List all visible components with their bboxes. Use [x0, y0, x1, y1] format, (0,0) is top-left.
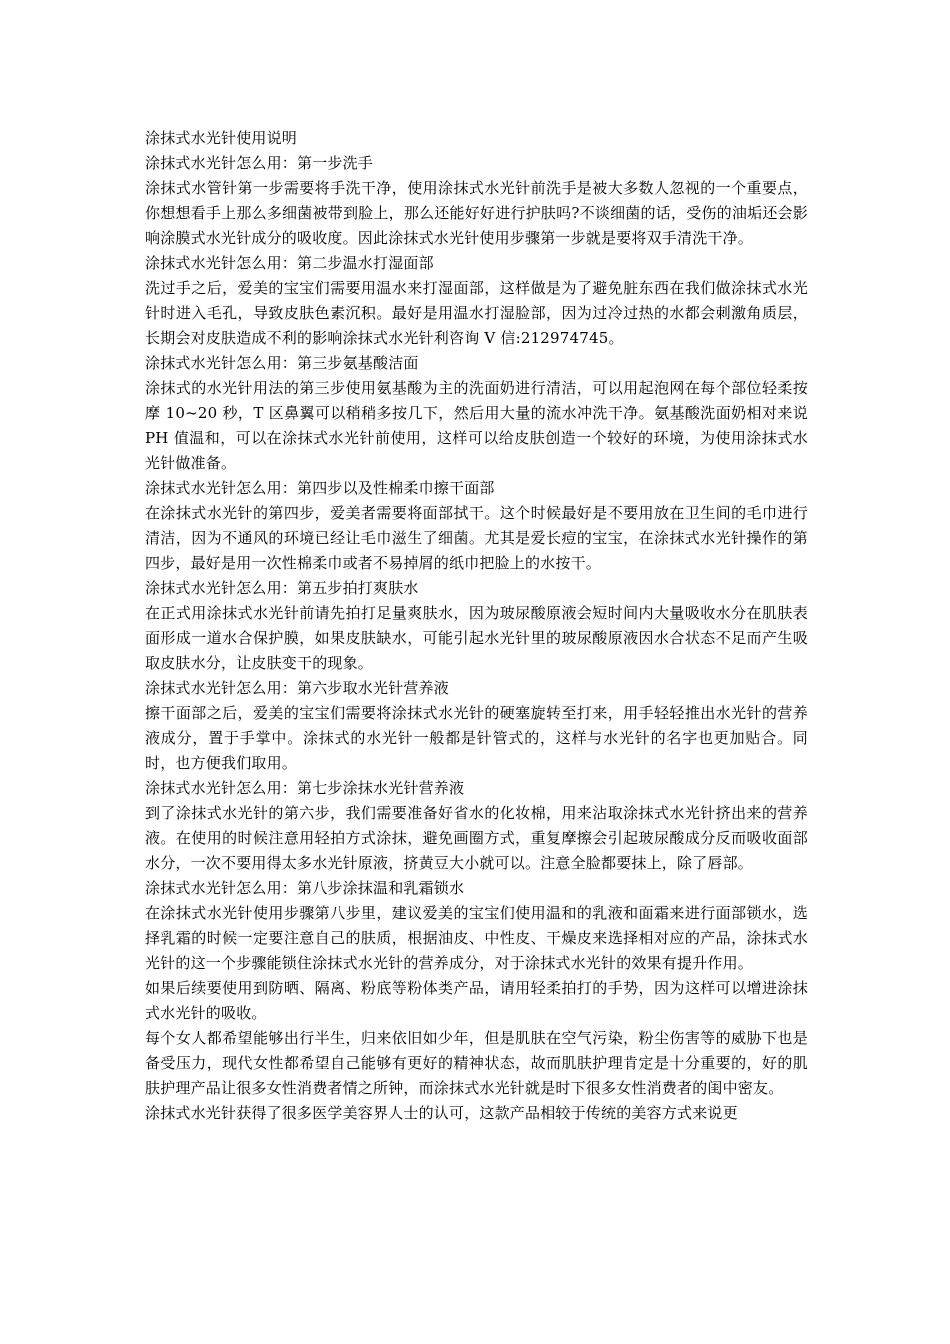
document-title: 涂抹式水光针使用说明 — [145, 129, 298, 147]
body-paragraph: 擦干面部之后，爱美的宝宝们需要将涂抹式水光针的硬塞旋转至打来，用手轻轻推出水光针的营养液成分，置于手掌中。涂抹式的水光针一般都是针管式的，这样与水光针的名字也更加贴合。同时，也方便我们取用。 — [145, 704, 808, 772]
step-heading: 涂抹式水光针怎么用：第二步温水打湿面部 — [145, 254, 434, 272]
body-paragraph: 每个女人都希望能够出行半生，归来依旧如少年，但是肌肤在空气污染，粉尘伤害等的威胁下也是备受压力，现代女性都希望自己能够有更好的精神状态，故而肌肤护理肯定是十分重要的，好的肌肤护理产品让很多女性消费者情之所钟，而涂抹式水光针就是时下很多女性消费者的闺中密友。 — [145, 1029, 808, 1097]
step-heading: 涂抹式水光针怎么用：第六步取水光针营养液 — [145, 679, 450, 697]
body-paragraph: 如果后续要使用到防晒、隔离、粉底等粉体类产品，请用轻柔拍打的手势，因为这样可以增进涂抹式水光针的吸收。 — [145, 979, 808, 1022]
step-heading: 涂抹式水光针怎么用：第七步涂抹水光针营养液 — [145, 779, 465, 797]
body-paragraph: 到了涂抹式水光针的第六步，我们需要准备好省水的化妆棉，用来沾取涂抹式水光针挤出来的营养液。在使用的时候注意用轻拍方式涂抹，避免画圈方式，重复摩擦会引起玻尿酸成分反而吸收面部水分，一次不要用得太多水光针原液，挤黄豆大小就可以。注意全脸都要抹上，除了唇部。 — [145, 804, 808, 872]
step-heading: 涂抹式水光针怎么用：第四步以及性棉柔巾擦干面部 — [145, 479, 495, 497]
body-paragraph: 在涂抹式水光针使用步骤第八步里，建议爱美的宝宝们使用温和的乳液和面霜来进行面部锁水，选择乳霜的时候一定要注意自己的肤质，根据油皮、中性皮、干燥皮来选择相对应的产品，涂抹式水光针的这一个步骤能锁住涂抹式水光针的营养成分，对于涂抹式水光针的效果有提升作用。 — [145, 904, 808, 972]
document-body — [145, 126, 808, 1126]
body-paragraph: 在涂抹式水光针的第四步，爱美者需要将面部拭干。这个时候最好是不要用放在卫生间的毛巾进行清洁，因为不通风的环境已经让毛巾滋生了细菌。尤其是爱长痘的宝宝，在涂抹式水光针操作的第四步，最好是用一次性棉柔巾或者不易掉屑的纸巾把脸上的水按干。 — [145, 504, 808, 572]
step-heading: 涂抹式水光针怎么用：第一步洗手 — [145, 154, 374, 172]
body-paragraph: 洗过手之后，爱美的宝宝们需要用温水来打湿面部，这样做是为了避免脏东西在我们做涂抹式水光针时进入毛孔，导致皮肤色素沉积。最好是用温水打湿脸部，因为过冷过热的水都会刺激角质层，长期会对皮肤造成不利的影响涂抹式水光针利咨询 V 信:212974745。 — [145, 279, 808, 347]
body-paragraph: 在正式用涂抹式水光针前请先拍打足量爽肤水，因为玻尿酸原液会短时间内大量吸收水分在肌肤表面形成一道水合保护膜，如果皮肤缺水，可能引起水光针里的玻尿酸原液因水合状态不足而产生吸取皮肤水分，让皮肤变干的现象。 — [145, 604, 808, 672]
step-heading: 涂抹式水光针怎么用：第五步拍打爽肤水 — [145, 579, 419, 597]
body-paragraph: 涂抹式的水光针用法的第三步使用氨基酸为主的洗面奶进行清洁，可以用起泡网在每个部位轻柔按摩 10~20 秒，T 区鼻翼可以稍稍多按几下，然后用大量的流水冲洗干净。氨基酸洗面奶相对来说 PH 值温和，可以在涂抹式水光针前使用，这样可以给皮肤创造一个较好的环境，为使用涂抹式水光针做准备。 — [145, 379, 808, 472]
step-heading: 涂抹式水光针怎么用：第三步氨基酸洁面 — [145, 354, 419, 372]
step-heading: 涂抹式水光针怎么用：第八步涂抹温和乳霜锁水 — [145, 879, 465, 897]
body-paragraph: 涂抹式水光针获得了很多医学美容界人士的认可，这款产品相较于传统的美容方式来说更 — [145, 1104, 738, 1122]
body-paragraph: 涂抹式水管针第一步需要将手洗干净，使用涂抹式水光针前洗手是被大多数人忽视的一个重要点，你想想看手上那么多细菌被带到脸上，那么还能好好进行护肤吗?不谈细菌的话，受伤的油垢还会影响涂膜式水光针成分的吸收度。因此涂抹式水光针使用步骤第一步就是要将双手清洗干净。 — [145, 179, 808, 247]
